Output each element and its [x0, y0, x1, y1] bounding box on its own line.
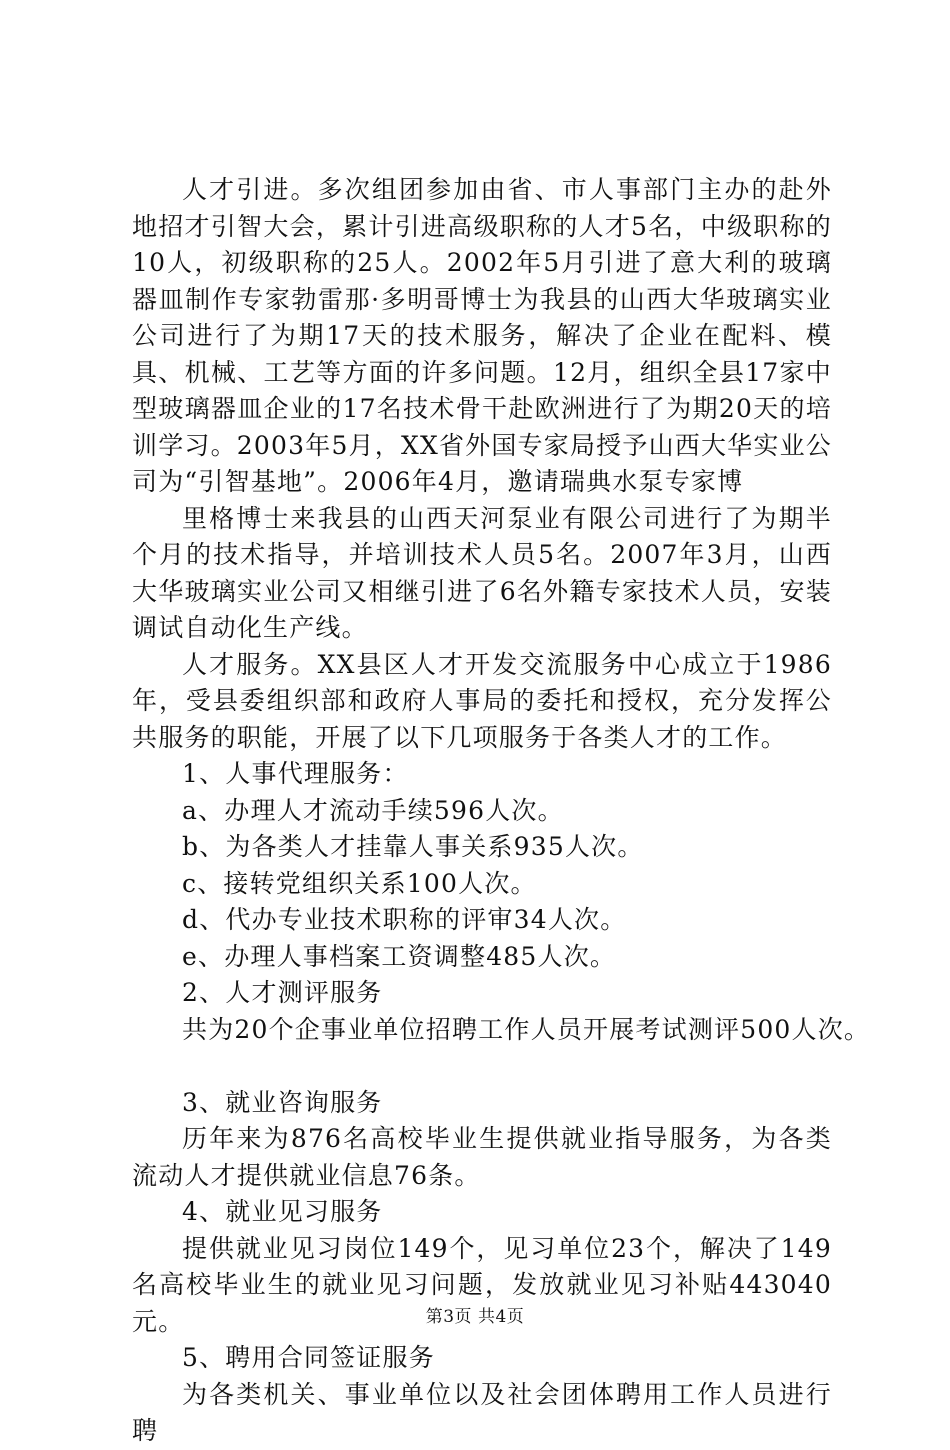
list-item-a: a、办理人才流动手续596人次。: [182, 795, 564, 825]
paragraph-talent-introduction-continued: 里格博士来我县的山西天河泵业有限公司进行了为期半个月的技术指导，并培训技术人员5名。2007年3月，山西大华玻璃实业公司又相继引进了6名外籍专家技术人员，安装调试自动化生产线。: [132, 503, 832, 642]
list-item-e: e、办理人事档案工资调整485人次。: [182, 941, 617, 971]
list-item-b: b、为各类人才挂靠人事关系935人次。: [182, 832, 644, 861]
heading-consulting: 3、就业咨询服务: [182, 1087, 383, 1117]
document-body: [132, 172, 871, 1450]
heading-internship: 4、就业见习服务: [182, 1197, 383, 1226]
list-item-c: c、接转党组织关系100人次。: [182, 868, 537, 898]
consulting-text: 历年来为876名高校毕业生提供就业指导服务，为各类流动人才提供就业信息76条。: [132, 1124, 832, 1190]
page-footer: 第3页 共4页: [425, 1307, 525, 1327]
heading-assessment: 2、人才测评服务: [182, 978, 383, 1007]
heading-contract: 5、聘用合同签证服务: [182, 1343, 435, 1372]
paragraph-talent-service: 人才服务。XX县区人才开发交流服务中心成立于1986年，受县委组织部和政府人事局的委托和授权，充分发挥公共服务的职能，开展了以下几项服务于各类人才的工作。: [132, 649, 832, 752]
blank-line: [132, 1048, 832, 1085]
internship-text: 提供就业见习岗位149个，见习单位23个，解决了149名高校毕业生的就业见习问题，发放就业见习补贴443040元。: [132, 1233, 832, 1336]
contract-text: 为各类机关、事业单位以及社会团体聘用工作人员进行聘: [132, 1379, 832, 1445]
assessment-text: 共为20个企事业单位招聘工作人员开展考试测评500人次。: [182, 1014, 871, 1044]
heading-personnel-agency: 1、人事代理服务：: [182, 759, 409, 788]
paragraph-talent-introduction: 人才引进。多次组团参加由省、市人事部门主办的赴外地招才引智大会，累计引进高级职称的人才5名，中级职称的10人，初级职称的25人。2002年5月引进了意大利的玻璃器皿制作专家勃雷那·多明哥博士为我县的山西大华玻璃实业公司进行了为期17天的技术服务，解决了企业在配料、模具、机械、工艺等方面的许多问题。12月，组织全县17家中型玻璃器皿企业的17名技术骨干赴欧洲进行了为期20天的培训学习。2003年5月，XX省外国专家局授予山西大华实业公司为“引智基地”。2006年4月，邀请瑞典水泵专家博: [132, 175, 832, 496]
list-item-d: d、代办专业技术职称的评审34人次。: [182, 905, 627, 934]
